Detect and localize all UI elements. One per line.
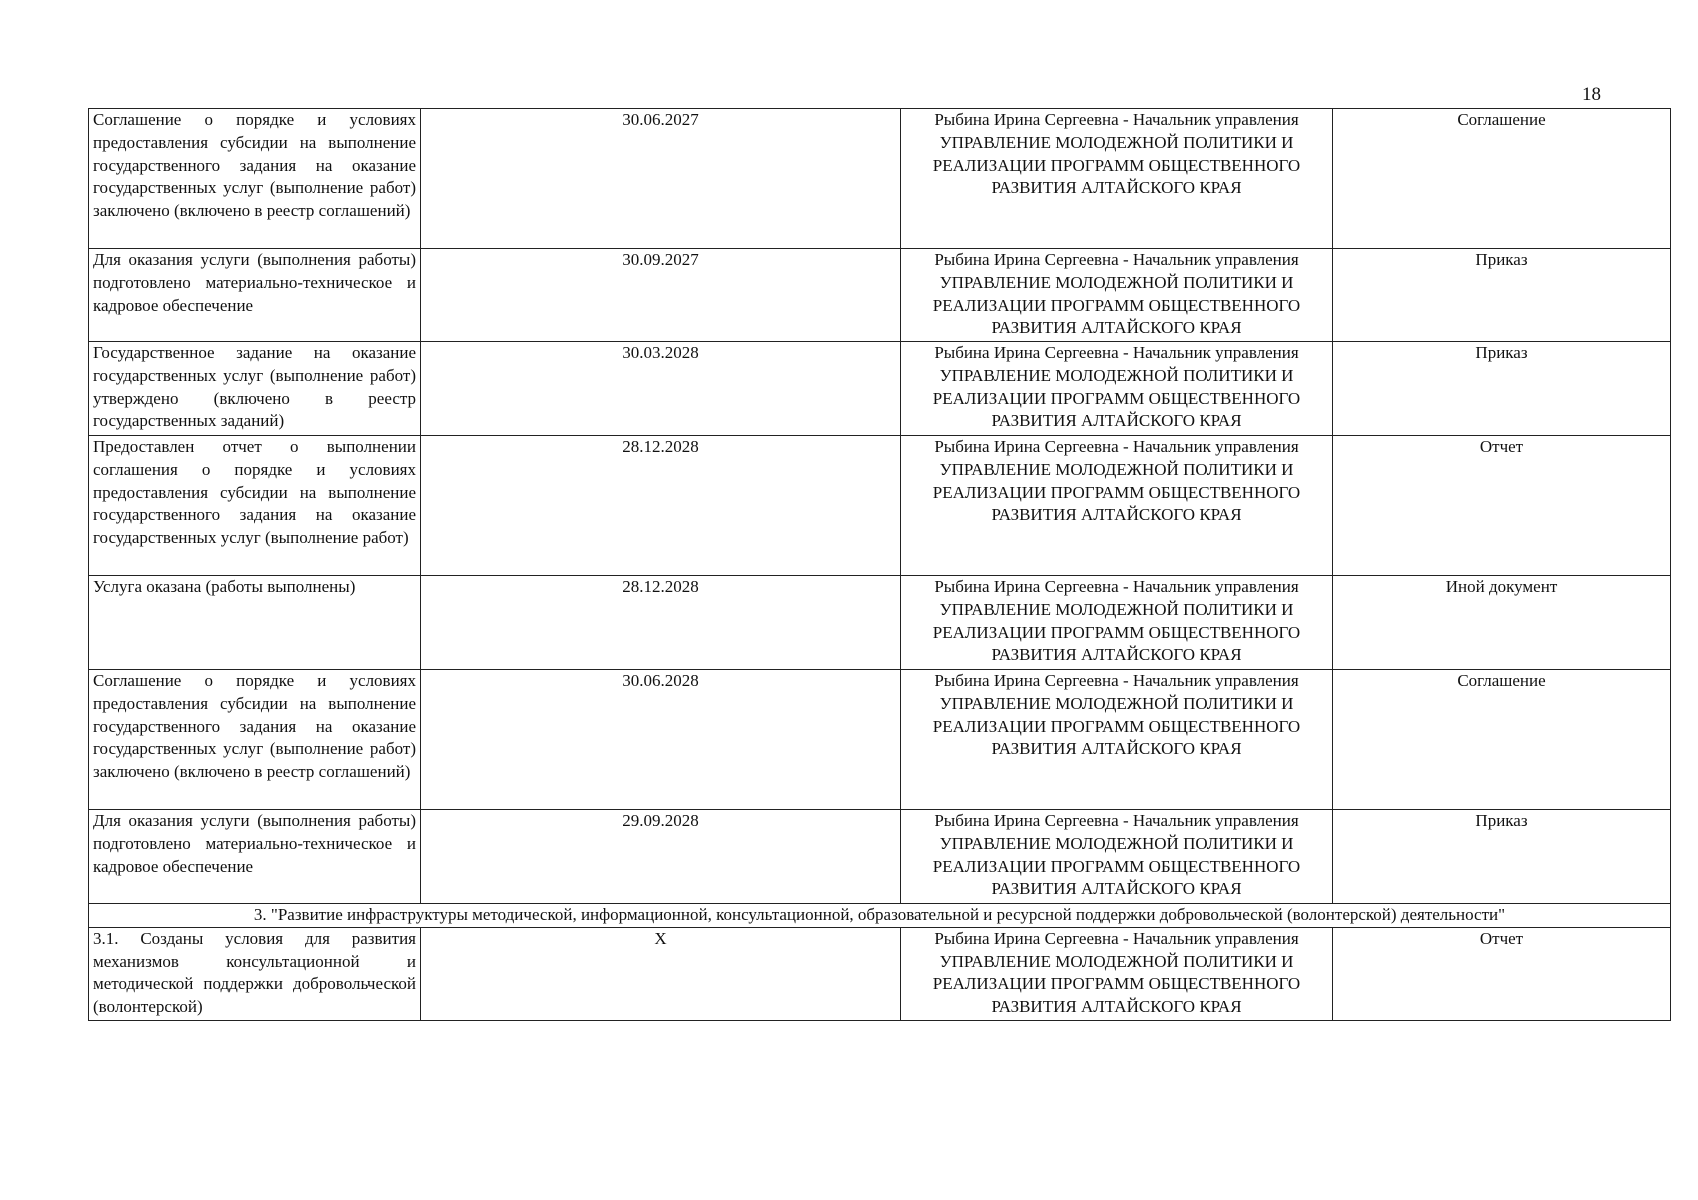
document-type-cell: Иной документ <box>1333 576 1671 670</box>
responsible-person: Рыбина Ирина Сергеевна - Начальник управления <box>934 811 1299 830</box>
table-row <box>89 109 1671 249</box>
event-cell: Для оказания услуги (выполнения работы) подготовлено материально-техническое и кадровое обеспечение <box>89 249 421 342</box>
table-row <box>89 342 1671 436</box>
section-heading: 3. "Развитие инфраструктуры методической, информационной, консультационной, образовательной и ресурсной поддержки добровольческой (волонтерской) деятельности" <box>89 904 1671 928</box>
event-cell: Предоставлен отчет о выполнении соглашения о порядке и условиях предоставления субсидии на выполнение государственного задания на оказание государственных услуг (выполнение работ) <box>89 436 421 576</box>
responsible-person: Рыбина Ирина Сергеевна - Начальник управления <box>934 928 1299 948</box>
responsible-cell <box>901 249 1333 342</box>
table-row <box>89 576 1671 670</box>
responsible-org: УПРАВЛЕНИЕ МОЛОДЕЖНОЙ ПОЛИТИКИ И РЕАЛИЗАЦИИ ПРОГРАММ ОБЩЕСТВЕННОГО РАЗВИТИЯ АЛТАЙСКОГО КРАЯ <box>932 833 1301 899</box>
table-row <box>89 927 1671 1020</box>
date-cell: 30.06.2028 <box>421 670 901 810</box>
section-heading-row <box>89 904 1671 928</box>
table-row <box>89 436 1671 576</box>
date-cell: X <box>421 927 901 1020</box>
responsible-org: УПРАВЛЕНИЕ МОЛОДЕЖНОЙ ПОЛИТИКИ И РЕАЛИЗАЦИИ ПРОГРАММ ОБЩЕСТВЕННОГО РАЗВИТИЯ АЛТАЙСКОГО КРАЯ <box>932 132 1301 198</box>
table-row <box>89 670 1671 810</box>
responsible-cell <box>901 342 1333 436</box>
event-cell: Соглашение о порядке и условиях предоставления субсидии на выполнение государственного задания на оказание государственных услуг (выполнение работ) заключено (включено в реестр соглашений) <box>89 109 421 249</box>
date-cell: 29.09.2028 <box>421 810 901 904</box>
responsible-cell <box>901 576 1333 670</box>
page-number: 18 <box>1582 84 1601 105</box>
document-type-cell: Соглашение <box>1333 670 1671 810</box>
date-cell: 28.12.2028 <box>421 436 901 576</box>
responsible-org: УПРАВЛЕНИЕ МОЛОДЕЖНОЙ ПОЛИТИКИ И РЕАЛИЗАЦИИ ПРОГРАММ ОБЩЕСТВЕННОГО РАЗВИТИЯ АЛТАЙСКОГО КРАЯ <box>932 599 1301 665</box>
responsible-org: УПРАВЛЕНИЕ МОЛОДЕЖНОЙ ПОЛИТИКИ И РЕАЛИЗАЦИИ ПРОГРАММ ОБЩЕСТВЕННОГО РАЗВИТИЯ АЛТАЙСКОГО КРАЯ <box>932 459 1301 525</box>
responsible-person: Рыбина Ирина Сергеевна - Начальник управления <box>934 110 1299 129</box>
document-type-cell: Приказ <box>1333 342 1671 436</box>
responsible-person: Рыбина Ирина Сергеевна - Начальник управления <box>934 437 1299 456</box>
responsible-person: Рыбина Ирина Сергеевна - Начальник управления <box>934 671 1299 690</box>
responsible-person: Рыбина Ирина Сергеевна - Начальник управления <box>934 577 1299 596</box>
document-type-cell: Отчет <box>1333 436 1671 576</box>
event-cell: Для оказания услуги (выполнения работы) подготовлено материально-техническое и кадровое обеспечение <box>89 810 421 904</box>
control-points-table <box>88 108 1671 1021</box>
responsible-cell <box>901 436 1333 576</box>
responsible-org: УПРАВЛЕНИЕ МОЛОДЕЖНОЙ ПОЛИТИКИ И РЕАЛИЗАЦИИ ПРОГРАММ ОБЩЕСТВЕННОГО РАЗВИТИЯ АЛТАЙСКОГО КРАЯ <box>932 365 1301 431</box>
event-cell: Услуга оказана (работы выполнены) <box>89 576 421 670</box>
document-type-cell: Соглашение <box>1333 109 1671 249</box>
event-cell: Государственное задание на оказание государственных услуг (выполнение работ) утверждено (включено в реестр государственных заданий) <box>89 342 421 436</box>
document-type-cell: Отчет <box>1333 927 1671 1020</box>
date-cell: 30.09.2027 <box>421 249 901 342</box>
responsible-org: УПРАВЛЕНИЕ МОЛОДЕЖНОЙ ПОЛИТИКИ И РЕАЛИЗАЦИИ ПРОГРАММ ОБЩЕСТВЕННОГО РАЗВИТИЯ АЛТАЙСКОГО КРАЯ <box>932 693 1301 759</box>
responsible-person: Рыбина Ирина Сергеевна - Начальник управления <box>934 343 1299 362</box>
responsible-cell <box>901 927 1333 1020</box>
document-type-cell: Приказ <box>1333 810 1671 904</box>
responsible-cell <box>901 670 1333 810</box>
responsible-person: Рыбина Ирина Сергеевна - Начальник управления <box>934 250 1299 269</box>
responsible-org: УПРАВЛЕНИЕ МОЛОДЕЖНОЙ ПОЛИТИКИ И РЕАЛИЗАЦИИ ПРОГРАММ ОБЩЕСТВЕННОГО РАЗВИТИЯ АЛТАЙСКОГО КРАЯ <box>932 951 1301 1017</box>
responsible-cell <box>901 810 1333 904</box>
responsible-org: УПРАВЛЕНИЕ МОЛОДЕЖНОЙ ПОЛИТИКИ И РЕАЛИЗАЦИИ ПРОГРАММ ОБЩЕСТВЕННОГО РАЗВИТИЯ АЛТАЙСКОГО КРАЯ <box>932 272 1301 338</box>
document-type-cell: Приказ <box>1333 249 1671 342</box>
date-cell: 28.12.2028 <box>421 576 901 670</box>
event-cell: 3.1. Созданы условия для развития механизмов консультационной и методической поддержки добровольческой (волонтерской) <box>89 927 421 1020</box>
date-cell: 30.03.2028 <box>421 342 901 436</box>
date-cell: 30.06.2027 <box>421 109 901 249</box>
table-row <box>89 810 1671 904</box>
responsible-cell <box>901 109 1333 249</box>
table-row <box>89 249 1671 342</box>
event-cell: Соглашение о порядке и условиях предоставления субсидии на выполнение государственного задания на оказание государственных услуг (выполнение работ) заключено (включено в реестр соглашений) <box>89 670 421 810</box>
